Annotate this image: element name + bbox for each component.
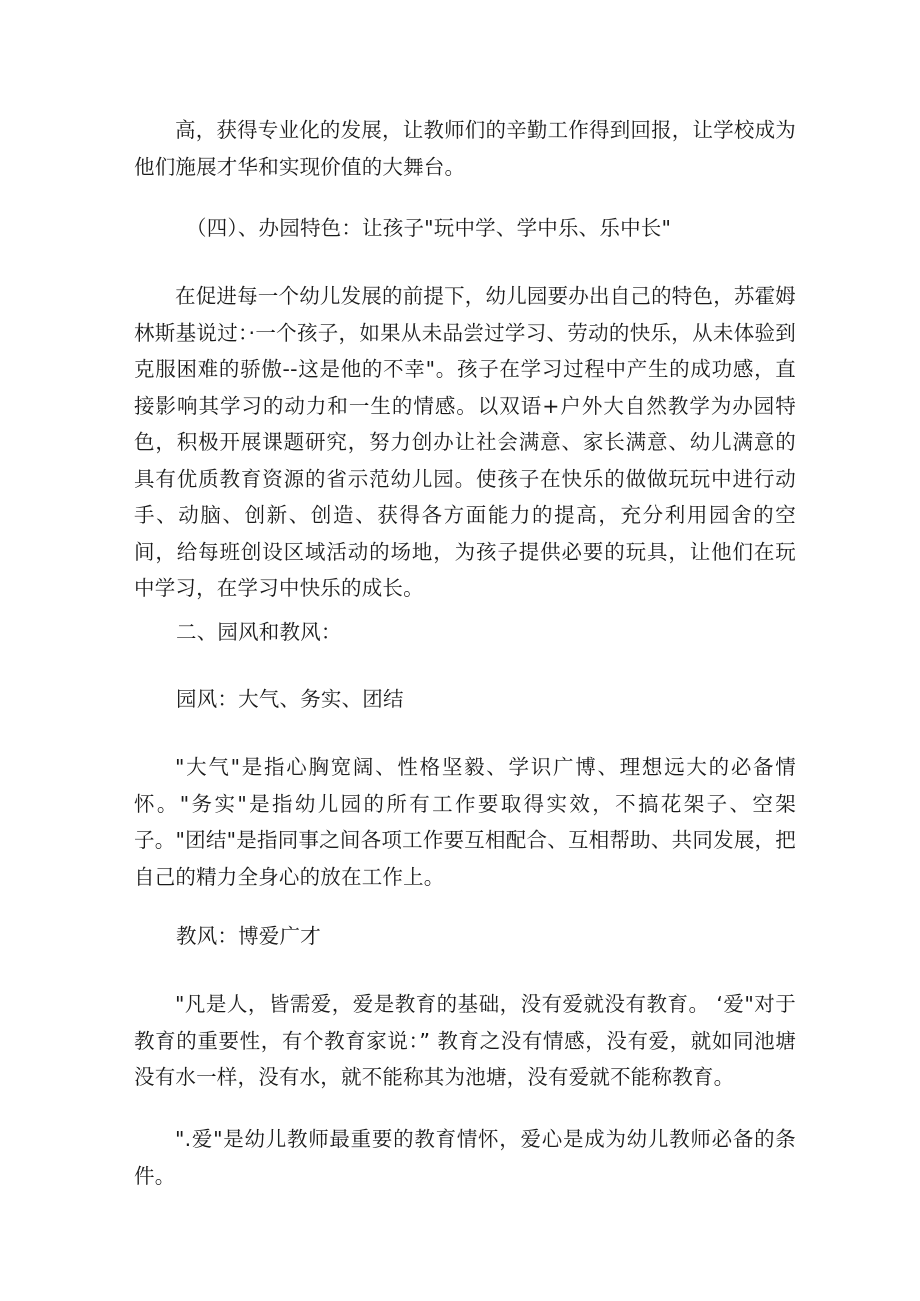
heading-school-feature: （四）、办园特色：让孩子"玩中学、学中乐、乐中长" [186,216,672,240]
paragraph-teachers-development: 高，获得专业化的发展，让教师们的辛勤工作得到回报，让学校成为他们施展才华和实现价值的大舞台。 [134,118,796,179]
paragraph-love-education: "凡是人，皆需爱，爱是教育的基础，没有爱就没有教育。 ‘爱"对于教育的重要性，有个教育家说：” 教育之没有情感，没有爱，就如同池塘没有水一样，没有水，就不能称其为池塘，没有爱就不能称教育。 [134,992,796,1089]
heading-teaching-style: 教风：博爱广才 [176,924,321,948]
paragraph-garden-style: "大气"是指心胸宽阔、性格坚毅、学识广博、理想远大的必备情怀。"务实"是指幼儿园的所有工作要取得实效，不搞花架子、空架子。"团结"是指同事之间各项工作要互相配合、互相帮助、共同发展，把自己的精力全身心的放在工作上。 [134,755,796,889]
paragraph-love-teacher: ".爱"是幼儿教师最重要的教育情怀，爱心是成为幼儿教师必备的条件。 [134,1127,796,1188]
paragraph-school-feature: 在促进每一个幼儿发展的前提下，幼儿园要办出自己的特色，苏霍姆林斯基说过：·一个孩子，如果从未品尝过学习、劳动的快乐，从未体验到克服困难的骄傲--这是他的不幸"。孩子在学习过程中产生的成功感，直接影响其学习的动力和一生的情感。以双语+户外大自然教学为办园特色，积极开展课题研究，努力创办让社会满意、家长满意、幼儿满意的具有优质教育资源的省示范幼儿园。使孩子在快乐的做做玩玩中进行动手、动脑、创新、创造、获得各方面能力的提高，充分利用园舍的空间，给每班创设区域活动的场地，为孩子提供必要的玩具，让他们在玩中学习，在学习中快乐的成长。 [134,284,796,600]
heading-garden-style: 园风：大气、务实、团结 [176,687,404,711]
heading-section-two: 二、园风和教风： [176,620,342,644]
